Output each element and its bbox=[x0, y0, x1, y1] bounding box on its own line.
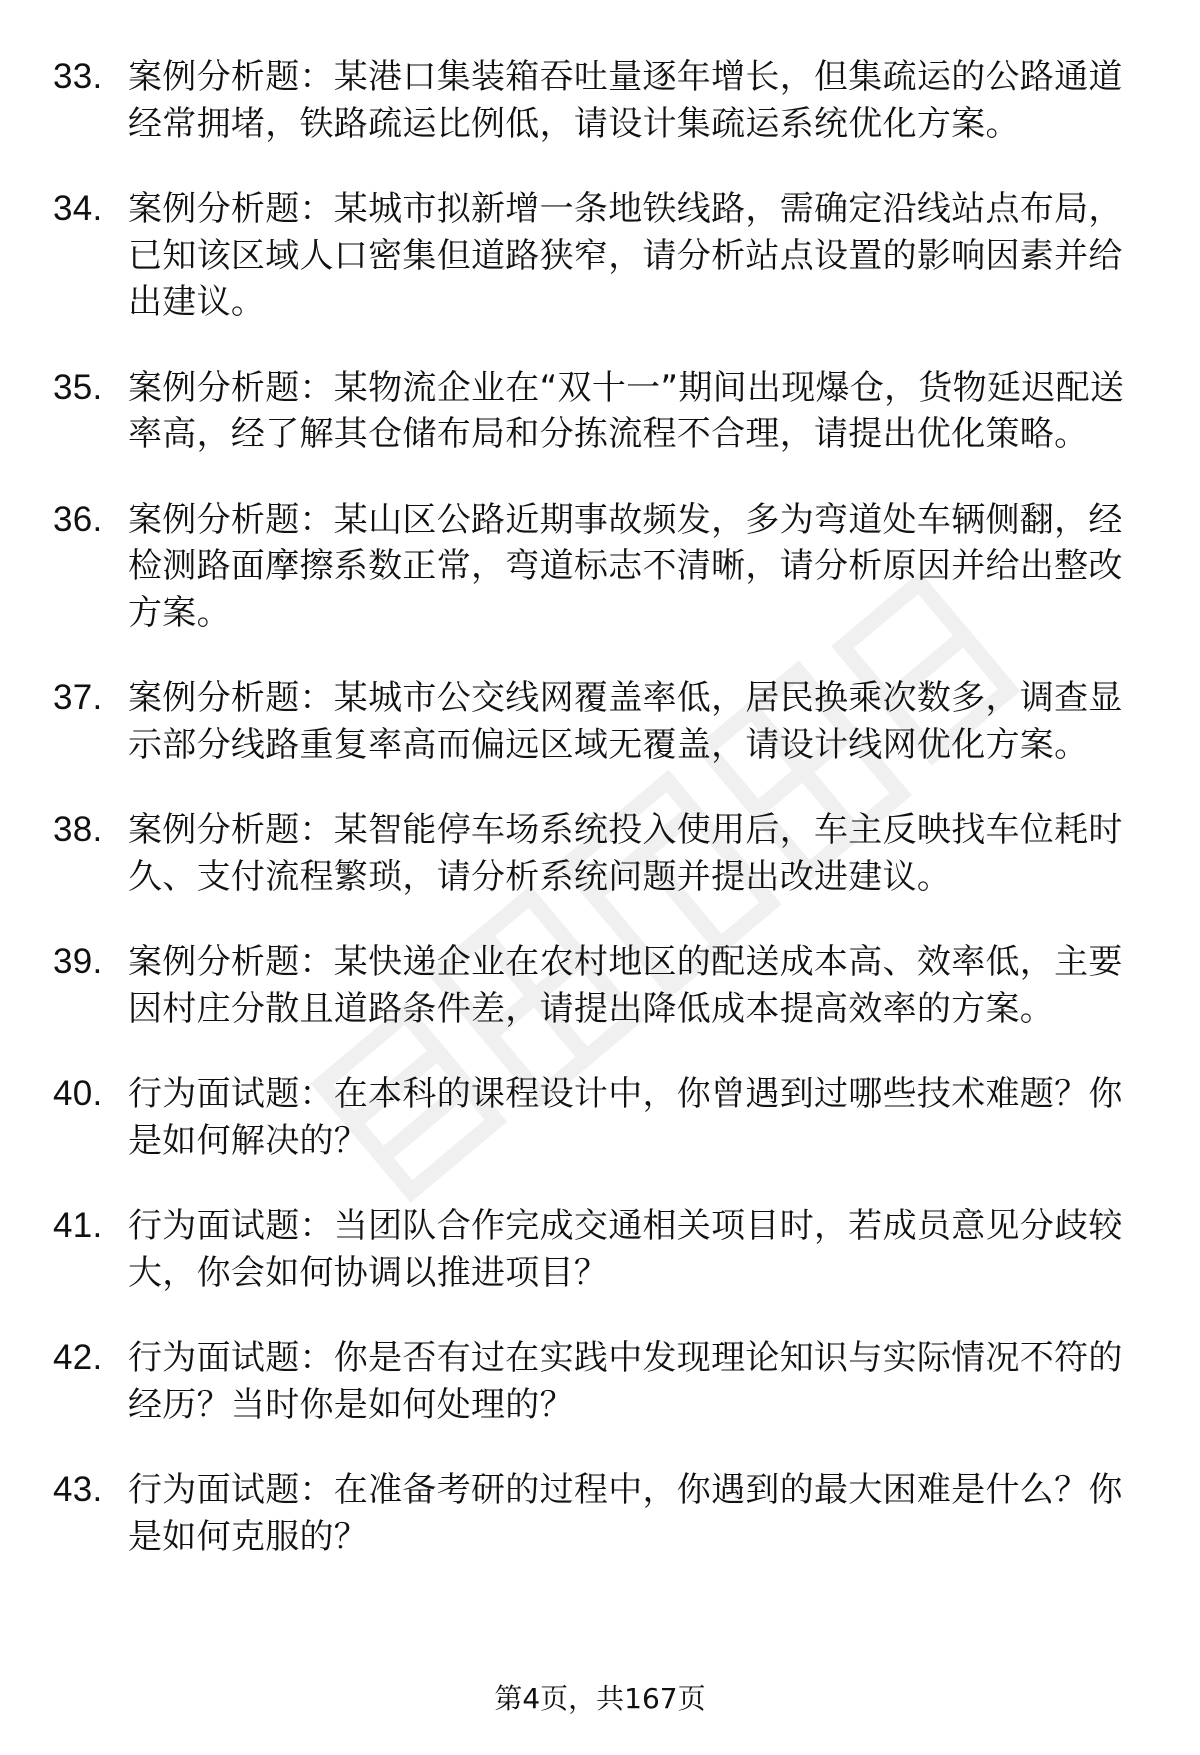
question-item bbox=[0, 1203, 1200, 1296]
question-text: 案例分析题：某港口集装箱吞吐量逐年增长，但集疏运的公路通道经常拥堵，铁路疏运比例低，请设计集疏运系统优化方案。 bbox=[128, 57, 1123, 144]
question-item bbox=[0, 186, 1200, 326]
question-item bbox=[0, 1467, 1200, 1560]
question-text: 行为面试题：你是否有过在实践中发现理论知识与实际情况不符的经历？当时你是如何处理的？ bbox=[128, 1338, 1123, 1425]
question-list bbox=[0, 54, 1200, 1599]
question-number: 40. bbox=[53, 1074, 103, 1113]
question-item bbox=[0, 365, 1200, 458]
question-number: 35. bbox=[53, 367, 103, 407]
question-text: 案例分析题：某快递企业在农村地区的配送成本高、效率低，主要因村庄分散且道路条件差，请提出降低成本提高效率的方案。 bbox=[128, 942, 1123, 1029]
question-number: 42. bbox=[53, 1338, 103, 1377]
question-item bbox=[0, 939, 1200, 1032]
question-number: 38. bbox=[53, 810, 103, 849]
question-number: 36. bbox=[53, 499, 103, 539]
question-item bbox=[0, 1071, 1200, 1164]
question-number: 33. bbox=[53, 57, 103, 96]
question-text: 行为面试题：当团队合作完成交通相关项目时，若成员意见分歧较大，你会如何协调以推进项目？ bbox=[128, 1206, 1123, 1293]
question-text: 案例分析题：某城市公交线网覆盖率低，居民换乘次数多，调查显示部分线路重复率高而偏远区域无覆盖，请设计线网优化方案。 bbox=[128, 678, 1123, 765]
question-number: 39. bbox=[53, 942, 103, 981]
page-footer: 第4页，共167页 bbox=[494, 1682, 706, 1715]
question-text: 案例分析题：某城市拟新增一条地铁线路，需确定沿线站点布局，已知该区域人口密集但道路狭窄，请分析站点设置的影响因素并给出建议。 bbox=[128, 189, 1123, 322]
question-item bbox=[0, 54, 1200, 147]
question-item bbox=[0, 497, 1200, 637]
question-number: 43. bbox=[53, 1470, 103, 1509]
question-number: 34. bbox=[53, 189, 103, 228]
question-text: 行为面试题：在本科的课程设计中，你曾遇到过哪些技术难题？你是如何解决的？ bbox=[128, 1074, 1123, 1161]
question-number: 41. bbox=[53, 1206, 103, 1245]
question-item bbox=[0, 675, 1200, 768]
question-item bbox=[0, 807, 1200, 900]
question-text: 行为面试题：在准备考研的过程中，你遇到的最大困难是什么？你是如何克服的？ bbox=[128, 1470, 1123, 1557]
question-text: 案例分析题：某物流企业在“双十一”期间出现爆仓，货物延迟配送率高，经了解其仓储布局和分拣流程不合理，请提出优化策略。 bbox=[128, 367, 1125, 454]
question-text: 案例分析题：某山区公路近期事故频发，多为弯道处车辆侧翻，经检测路面摩擦系数正常，弯道标志不清晰，请分析原因并给出整改方案。 bbox=[128, 499, 1123, 633]
question-item bbox=[0, 1335, 1200, 1428]
question-number: 37. bbox=[53, 678, 103, 717]
question-text: 案例分析题：某智能停车场系统投入使用后，车主反映找车位耗时久、支付流程繁琐，请分析系统问题并提出改进建议。 bbox=[128, 810, 1123, 897]
